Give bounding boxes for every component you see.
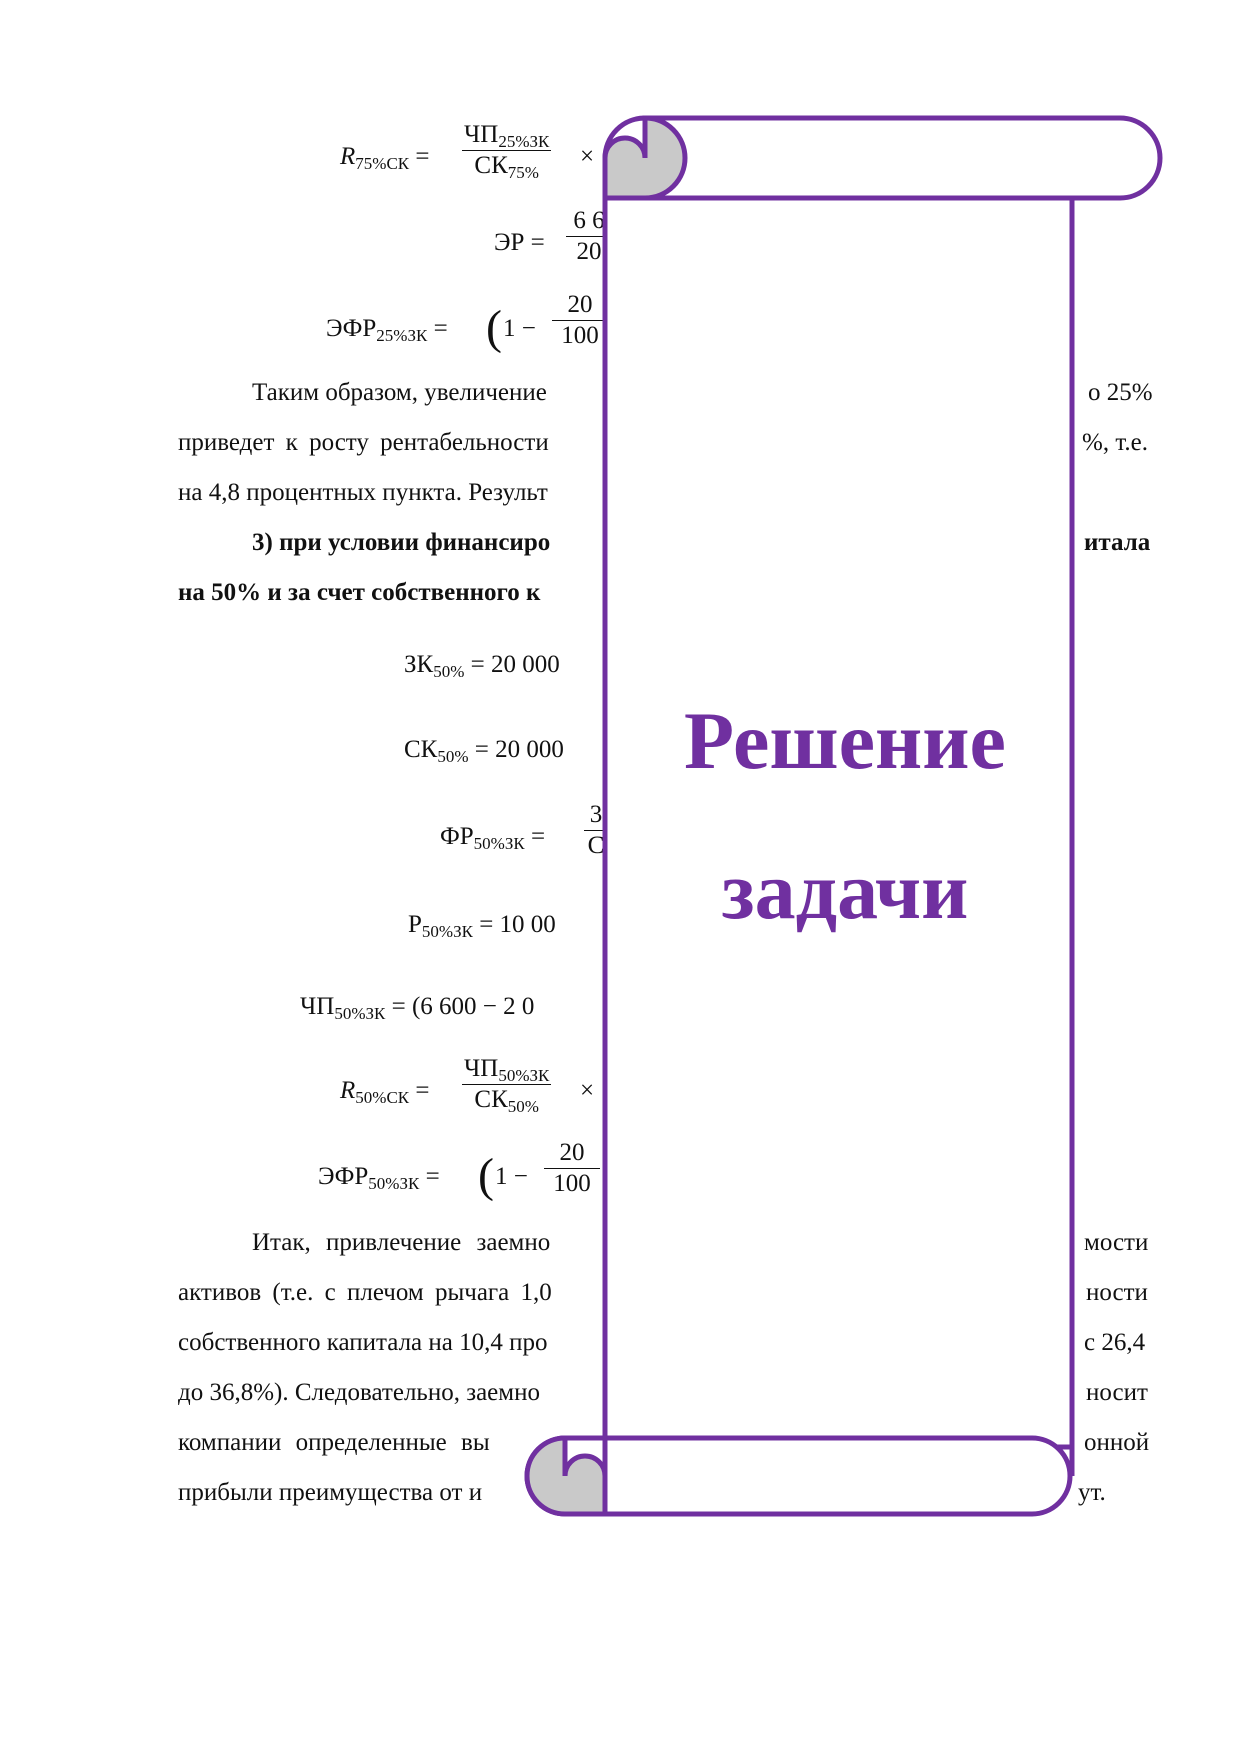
banner-title-line-2: задачи bbox=[721, 845, 969, 936]
banner-title-line-1: Решение bbox=[684, 695, 1006, 786]
heading-3-line-1-end: итала bbox=[1084, 529, 1151, 556]
formula-chp50: $ЧП_{50\%ЗК} = (6$ 600 − 2 0 bbox=[300, 993, 535, 1023]
r75-times: × bbox=[580, 143, 595, 170]
paragraph-1-line-2: приведет к росту рентабельности bbox=[178, 429, 549, 456]
paragraph-1-line-1-end: о 25% bbox=[1088, 379, 1153, 406]
paragraph-2-line-1-end: мости bbox=[1084, 1229, 1149, 1256]
paragraph-2-line-4: до 36,8%). Следовательно, заемно bbox=[178, 1379, 540, 1406]
scroll-body bbox=[605, 157, 1072, 1447]
formula-sk50: $СК_{50\%} = 20$ 000 bbox=[404, 736, 564, 766]
paragraph-2-line-4-end: носит bbox=[1086, 1379, 1148, 1406]
r75-lhs: R bbox=[340, 143, 356, 170]
formula-p50: $Р_{50\%ЗК} = 10$ 00 bbox=[408, 911, 556, 941]
formula-zk50: $ЗК_{50\%} = 20$ 000 bbox=[404, 651, 560, 681]
heading-3-line-2: на 50% и за счет собственного к bbox=[178, 579, 541, 606]
scroll-bottom-roll bbox=[527, 1438, 1070, 1514]
paragraph-2-line-3-end: с 26,4 bbox=[1084, 1329, 1146, 1356]
r75-lhs-sub: 75%СК bbox=[355, 154, 410, 173]
paragraph-2-line-1: Итак, привлечение заемно bbox=[252, 1229, 551, 1256]
paragraph-1-line-2-end: %, т.е. bbox=[1082, 429, 1148, 456]
paragraph-2-line-2: активов (т.е. с плечом рычага 1,0 bbox=[178, 1279, 552, 1306]
r75-fraction: $ЧП_{25\%ЗК}$ $СК_{75\%}$ bbox=[464, 121, 550, 182]
efr25-fraction: $\frac{20}{100}$ bbox=[552, 290, 608, 351]
paragraph-2-line-5-end: онной bbox=[1084, 1429, 1150, 1456]
efr25-paren: ( bbox=[486, 301, 502, 354]
r50-fraction: $ЧП_{50\%ЗК}$ $СК_{50\%}$ bbox=[464, 1055, 550, 1116]
paragraph-2-line-3: собственного капитала на 10,4 про bbox=[178, 1329, 548, 1356]
er-lhs: ЭР = bbox=[494, 229, 545, 256]
paragraph-2-line-6-end: ут. bbox=[1078, 1479, 1106, 1506]
paragraph-2-line-2-end: ности bbox=[1086, 1279, 1148, 1306]
fr50-fraction: 3 С bbox=[584, 800, 608, 861]
efr50-fraction: $\frac{20}{100}$ bbox=[544, 1138, 600, 1199]
paragraph-2-line-6: прибыли преимущества от и bbox=[178, 1479, 483, 1506]
heading-3-line-1: 3) при условии финансиро bbox=[252, 529, 551, 556]
scroll-top-roll bbox=[605, 118, 1160, 198]
er-fraction: $\frac{6 6}{20}$ bbox=[566, 206, 612, 267]
paragraph-1-line-3: на 4,8 процентных пункта. Результ bbox=[178, 479, 548, 506]
paragraph-2-line-5: компании определенные вы bbox=[178, 1429, 490, 1456]
paragraph-1-line-1: Таким образом, увеличение bbox=[252, 379, 547, 406]
